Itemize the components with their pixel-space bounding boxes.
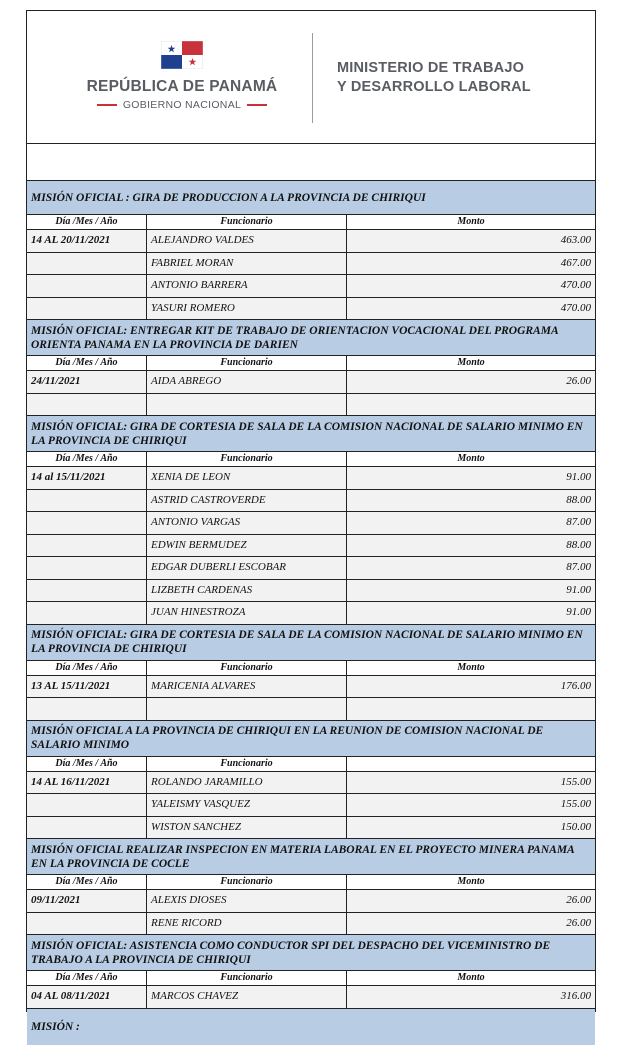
official-cell: FABRIEL MORAN bbox=[147, 253, 347, 275]
official-column-header: Funcionario bbox=[147, 757, 347, 771]
mission-title: MISIÓN OFICIAL A LA PROVINCIA DE CHIRIQUI EN LA REUNION DE COMISION NACIONAL DE SALARIO MINIMO bbox=[27, 721, 595, 757]
official-cell: XENIA DE LEON bbox=[147, 467, 347, 489]
date-column-header: Día /Mes / Año bbox=[27, 875, 147, 889]
table-row bbox=[27, 394, 595, 417]
official-cell: YALEISMY VASQUEZ bbox=[147, 794, 347, 816]
amount-cell: 88.00 bbox=[566, 493, 591, 506]
amount-cell bbox=[347, 698, 595, 720]
table-row bbox=[27, 817, 595, 840]
column-header-row bbox=[27, 215, 595, 230]
table-row bbox=[27, 913, 595, 936]
mission-title: MISIÓN OFICIAL REALIZAR INSPECION EN MATERIA LABORAL EN EL PROYECTO MINERA PANAMA EN LA PROVINCIA DE COCLE bbox=[27, 839, 595, 875]
official-cell: WISTON SANCHEZ bbox=[147, 817, 347, 839]
table-row bbox=[27, 490, 595, 513]
table-row bbox=[27, 676, 595, 699]
missions-table bbox=[27, 181, 595, 1009]
amount-cell: 470.00 bbox=[560, 279, 591, 291]
table-row bbox=[27, 371, 595, 394]
date-cell bbox=[27, 298, 147, 320]
document-page bbox=[26, 10, 596, 1033]
column-header-row bbox=[27, 661, 595, 676]
red-dash-right bbox=[247, 104, 267, 106]
date-cell bbox=[27, 698, 147, 720]
date-cell: 13 AL 15/11/2021 bbox=[27, 676, 147, 698]
date-cell bbox=[27, 794, 147, 816]
date-cell bbox=[27, 512, 147, 534]
official-column-header: Funcionario bbox=[147, 971, 347, 985]
amount-column-header: Monto bbox=[457, 357, 485, 368]
table-row bbox=[27, 512, 595, 535]
official-column-header: Funcionario bbox=[147, 356, 347, 370]
official-cell: RENE RICORD bbox=[147, 913, 347, 935]
official-cell: JUAN HINESTROZA bbox=[147, 602, 347, 624]
mission-title: MISIÓN OFICIAL : GIRA DE PRODUCCION A LA PROVINCIA DE CHIRIQUI bbox=[27, 181, 595, 215]
table-row bbox=[27, 230, 595, 253]
date-cell bbox=[27, 817, 147, 839]
official-cell: ALEJANDRO VALDES bbox=[147, 230, 347, 252]
date-cell bbox=[27, 535, 147, 557]
official-cell: LIZBETH CARDENAS bbox=[147, 580, 347, 602]
mission-title: MISIÓN OFICIAL: GIRA DE CORTESIA DE SALA DE LA COMISION NACIONAL DE SALARIO MINIMO EN LA PROVINCIA DE CHIRIQUI bbox=[27, 416, 595, 452]
date-cell: 09/11/2021 bbox=[27, 890, 147, 912]
amount-cell: 155.00 bbox=[560, 798, 591, 810]
table-row bbox=[27, 698, 595, 721]
date-cell: 04 AL 08/11/2021 bbox=[27, 986, 147, 1008]
column-header-row bbox=[27, 875, 595, 890]
amount-cell: 87.00 bbox=[566, 516, 591, 528]
republic-title: REPÚBLICA DE PANAMÁ bbox=[86, 78, 278, 95]
official-cell: AIDA ABREGO bbox=[147, 371, 347, 393]
ministry-line-2: Y DESARROLLO LABORAL bbox=[337, 79, 531, 95]
table-row bbox=[27, 986, 595, 1009]
amount-column-header: Monto bbox=[457, 216, 485, 227]
date-cell bbox=[27, 580, 147, 602]
date-cell bbox=[27, 490, 147, 512]
date-column-header: Día /Mes / Año bbox=[27, 757, 147, 771]
official-column-header: Funcionario bbox=[147, 452, 347, 466]
amount-cell: 26.00 bbox=[566, 894, 591, 906]
ministry-line-1: MINISTERIO DE TRABAJO bbox=[337, 60, 525, 76]
official-column-header: Funcionario bbox=[147, 875, 347, 889]
official-cell: MARICENIA ALVARES bbox=[147, 676, 347, 698]
mission-title: MISIÓN OFICIAL: ASISTENCIA COMO CONDUCTOR SPI DEL DESPACHO DEL VICEMINISTRO DE TRABAJO A LA PROVINCIA DE CHIRIQUI bbox=[27, 935, 595, 971]
amount-cell: 26.00 bbox=[566, 916, 591, 929]
amount-cell: 26.00 bbox=[566, 375, 591, 387]
column-header-row bbox=[27, 452, 595, 467]
table-row bbox=[27, 298, 595, 321]
date-column-header: Día /Mes / Año bbox=[27, 452, 147, 466]
official-cell: ASTRID CASTROVERDE bbox=[147, 490, 347, 512]
mission-title: MISIÓN OFICIAL: GIRA DE CORTESIA DE SALA DE LA COMISION NACIONAL DE SALARIO MINIMO EN LA PROVINCIA DE CHIRIQUI bbox=[27, 625, 595, 661]
official-cell: ROLANDO JARAMILLO bbox=[147, 772, 347, 794]
official-column-header: Funcionario bbox=[147, 661, 347, 675]
official-cell: ANTONIO VARGAS bbox=[147, 512, 347, 534]
government-subtitle bbox=[77, 99, 287, 111]
amount-cell: 88.00 bbox=[566, 538, 591, 551]
amount-cell: 316.00 bbox=[560, 990, 591, 1002]
date-cell bbox=[27, 394, 147, 416]
amount-cell: 87.00 bbox=[566, 561, 591, 573]
date-cell bbox=[27, 602, 147, 624]
official-cell: MARCOS CHAVEZ bbox=[147, 986, 347, 1008]
amount-cell bbox=[347, 394, 595, 416]
ministry-title bbox=[337, 59, 531, 97]
official-cell: EDWIN BERMUDEZ bbox=[147, 535, 347, 557]
date-cell: 14 AL 16/11/2021 bbox=[27, 772, 147, 794]
date-column-header: Día /Mes / Año bbox=[27, 356, 147, 370]
official-cell: EDGAR DUBERLI ESCOBAR bbox=[147, 557, 347, 579]
table-row bbox=[27, 794, 595, 817]
table-row bbox=[27, 602, 595, 625]
amount-cell: 91.00 bbox=[566, 606, 591, 618]
official-cell: YASURI ROMERO bbox=[147, 298, 347, 320]
date-cell bbox=[27, 253, 147, 275]
amount-column-header: Monto bbox=[457, 876, 485, 887]
date-cell: 24/11/2021 bbox=[27, 371, 147, 393]
date-column-header: Día /Mes / Año bbox=[27, 971, 147, 985]
official-cell bbox=[147, 394, 347, 416]
official-cell: ANTONIO BARRERA bbox=[147, 275, 347, 297]
date-cell: 14 AL 20/11/2021 bbox=[27, 230, 147, 252]
date-column-header: Día /Mes / Año bbox=[27, 661, 147, 675]
table-row bbox=[27, 275, 595, 298]
column-header-row bbox=[27, 971, 595, 986]
official-column-header: Funcionario bbox=[147, 215, 347, 229]
amount-column-header: Monto bbox=[457, 972, 485, 983]
date-cell: 14 al 15/11/2021 bbox=[27, 467, 147, 489]
official-cell: ALEXIS DIOSES bbox=[147, 890, 347, 912]
amount-cell: 150.00 bbox=[560, 820, 591, 833]
amount-cell: 463.00 bbox=[560, 234, 591, 246]
table-row bbox=[27, 772, 595, 795]
header-divider bbox=[312, 33, 313, 123]
blank-row bbox=[27, 144, 595, 181]
mission-title: MISIÓN OFICIAL: ENTREGAR KIT DE TRABAJO DE ORIENTACION VOCACIONAL DEL PROGRAMA ORIENTA PANAMA EN LA PROVINCIA DE DARIEN bbox=[27, 320, 595, 356]
amount-cell: 176.00 bbox=[560, 679, 591, 692]
amount-column-header bbox=[347, 757, 595, 771]
table-row bbox=[27, 253, 595, 276]
date-cell bbox=[27, 913, 147, 935]
table-row bbox=[27, 535, 595, 558]
table-row bbox=[27, 890, 595, 913]
table-row bbox=[27, 557, 595, 580]
amount-cell: 467.00 bbox=[560, 256, 591, 269]
amount-cell: 155.00 bbox=[560, 775, 591, 788]
date-cell bbox=[27, 557, 147, 579]
amount-cell: 91.00 bbox=[566, 583, 591, 596]
amount-cell: 91.00 bbox=[566, 471, 591, 483]
column-header-row bbox=[27, 356, 595, 371]
amount-column-header: Monto bbox=[457, 453, 485, 464]
government-label: GOBIERNO NACIONAL bbox=[122, 99, 242, 111]
official-cell bbox=[147, 698, 347, 720]
amount-column-header: Monto bbox=[457, 661, 485, 673]
table-row bbox=[27, 580, 595, 603]
panama-flag-icon bbox=[161, 41, 203, 69]
letterhead bbox=[27, 11, 595, 144]
red-dash-left bbox=[97, 104, 117, 106]
column-header-row bbox=[27, 757, 595, 772]
date-cell bbox=[27, 275, 147, 297]
date-column-header: Día /Mes / Año bbox=[27, 215, 147, 229]
amount-cell: 470.00 bbox=[560, 301, 591, 314]
table-row bbox=[27, 467, 595, 490]
final-mission-row: MISIÓN : bbox=[27, 1009, 595, 1045]
